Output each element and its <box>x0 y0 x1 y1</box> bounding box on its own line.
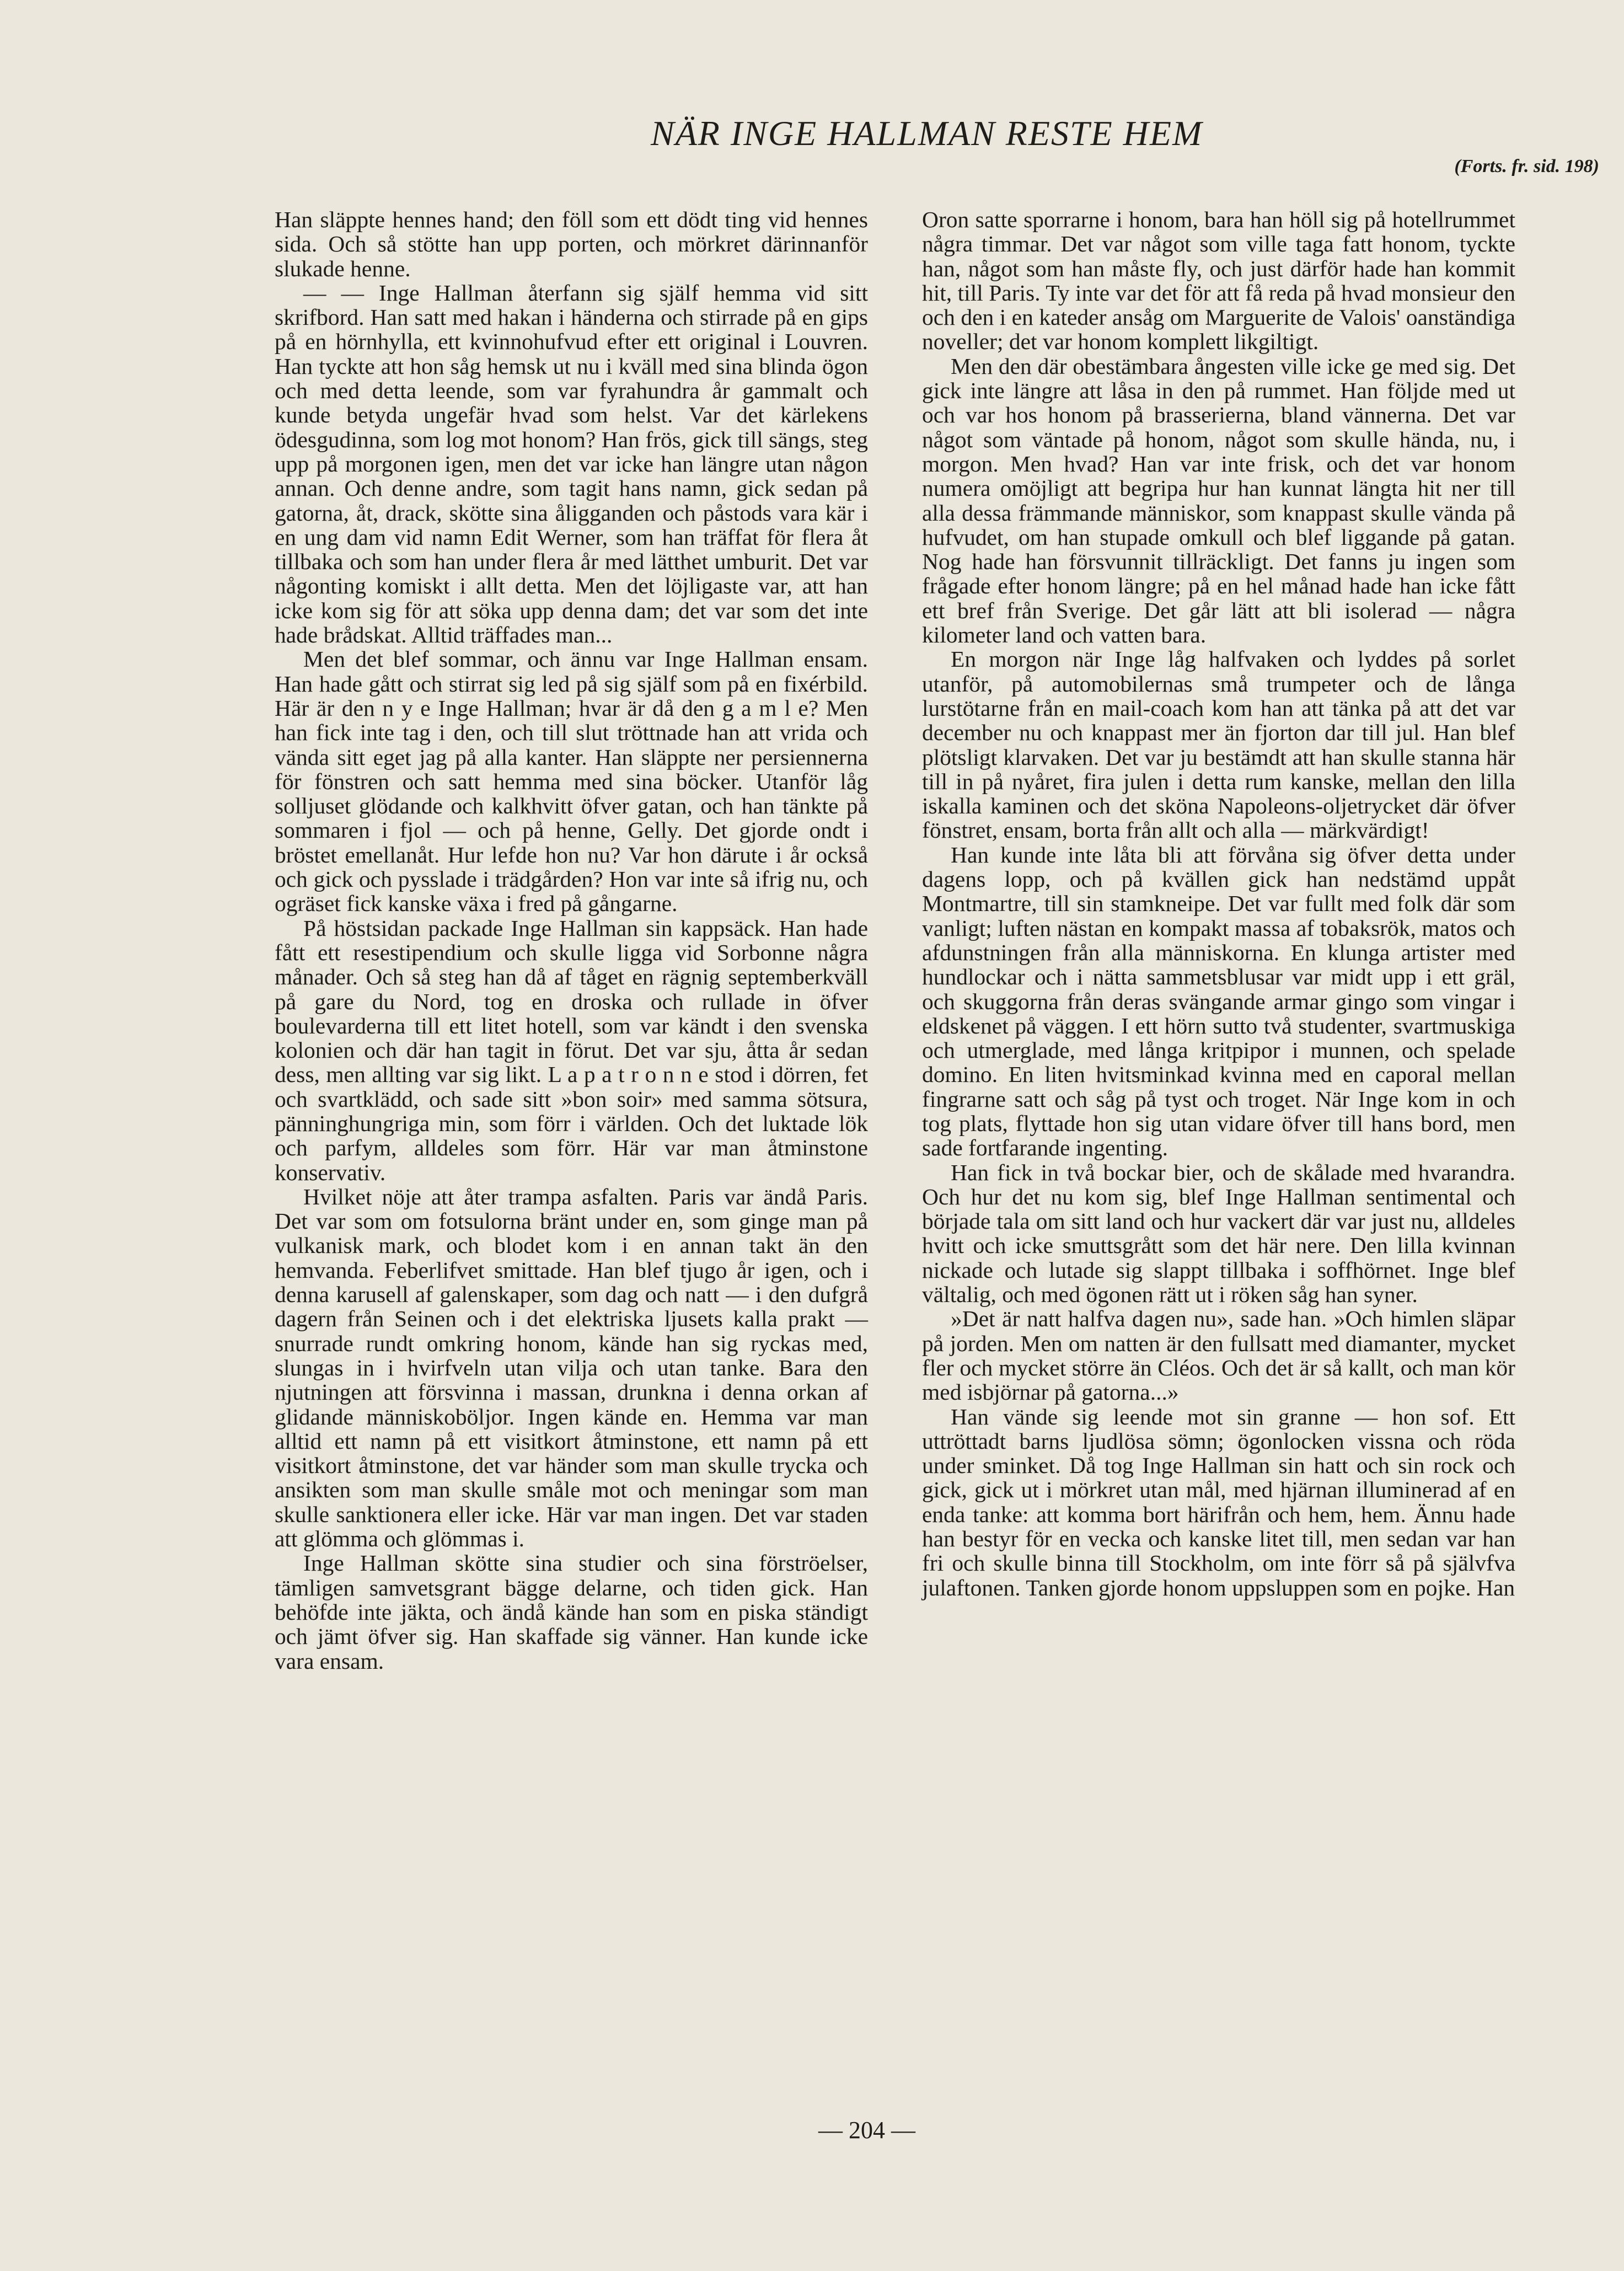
running-title: NÄR INGE HALLMAN RESTE HEM <box>651 114 1203 153</box>
paragraph: Han vände sig leende mot sin granne — hon sof. Ett uttröttadt barns ljudlösa sömn; ögonlocken vissna och röda under sminket. Då tog Inge Hallman sin hatt och sin rock och gick, gick ut i mörkret utan mål, med hjärnan illuminerad af en enda tanke: att komma bort härifrån och hem, hem. Ännu hade han bestyr för en vecka och kanske litet till, men sedan var han fri och skulle binna till Stockholm, om inte förr så på självfva julaftonen. Tanken gjorde honom uppsluppen som en pojke. Han <box>922 1404 1515 1600</box>
page-number: — 204 — <box>818 2117 915 2144</box>
paragraph: Men det blef sommar, och ännu var Inge Hallman ensam. Han hade gått och stirrat sig led på sig själf som på en fixérbild. Här är den n y e Inge Hallman; hvar är då den g a m l e? Men han fick inte tag i den, och till slut tröttnade han att vrida och vända sitt eget jag på alla kanter. Han släppte ner persiennerna för fönstren och satt hemma med sina böcker. Utanför låg solljuset glödande och kalkhvitt öfver gatan, och han tänkte på sommaren i fjol — och på henne, Gelly. Det gjorde ondt i bröstet emellanåt. Hur lefde hon nu? Var hon därute i år också och gick och pysslade i trädgården? Hon var inte så ifrig nu, och ogräset fick kanske växa i fred på gångarne. <box>275 646 868 917</box>
paragraph: Han släppte hennes hand; den föll som ett dödt ting vid hennes sida. Och så stötte han upp porten, och mörkret därinnanför slukade henne. <box>275 207 868 281</box>
paragraph: — — Inge Hallman återfann sig själf hemma vid sitt skrifbord. Han satt med hakan i händerna och stirrade på en gips på en hörnhylla, ett kvinnohufvud efter ett original i Louvren. Han tyckte att hon såg hemsk ut nu i kväll med sina blinda ögon och med detta leende, som var fyrahundra år gammalt och kunde betyda ungefär hvad som helst. Var det kärlekens ödesgudinna, som log mot honom? Han frös, gick till sängs, steg upp på morgonen igen, men det var icke han längre utan någon annan. Och denne andre, som tagit hans namn, gick sedan på gatorna, åt, drack, skötte sina åligganden och påstods vara kär i en ung dam vid namn Edit Werner, som han träffat för flera åt tillbaka och som han under flera år med lätthet umburit. Det var någonting komiskt i allt detta. Men det löjligaste var, att han icke kom sig för att söka upp denna dam; det var som det inte hade brådskat. Alltid träffades man... <box>275 280 868 648</box>
paragraph: Han fick in två bockar bier, och de skålade med hvarandra. Och hur det nu kom sig, blef Inge Hallman sentimental och började tala om sitt land och hur vackert där var just nu, alldeles hvitt och icke smuttsgrått som det här nere. Den lilla kvinnan nickade och lutade sig slappt tillbaka i soffhörnet. Inge blef vältalig, och med ögonen rätt ut i röken såg han syner. <box>922 1159 1515 1308</box>
right-column <box>922 207 1515 1600</box>
continuation-note: (Forts. fr. sid. 198) <box>1454 156 1599 176</box>
paragraph: »Det är natt halfva dagen nu», sade han. »Och himlen släpar på jorden. Men om natten är den fullsatt med diamanter, mycket fler och mycket större än Cléos. Och det är så kallt, och man kör med isbjörnar på gatorna...» <box>922 1306 1515 1405</box>
paragraph: På höstsidan packade Inge Hallman sin kappsäck. Han hade fått ett resestipendium och skulle ligga vid Sorbonne några månader. Och så steg han då af tåget en rägnig septemberkväll på gare du Nord, tog en droska och rullade in öfver boulevarderna till ett litet hotell, som var kändt i den svenska kolonien och där han tagit in förut. Det var sju, åtta år sedan dess, men allting var sig likt. L a p a t r o n n e stod i dörren, fet och svartklädd, och sade sitt »bon soir» med samma sötsura, pänninghungriga min, som förr i världen. Och det luktade lök och parfym, alldeles som förr. Här var man åtminstone konservativ. <box>275 915 868 1185</box>
paragraph: Han kunde inte låta bli att förvåna sig öfver detta under dagens lopp, och på kvällen gick han nedstämd uppåt Montmartre, till sin stamkneipe. Det var fullt med folk där som vanligt; luften nästan en kompakt massa af tobaksrök, matos och afdunstningen från alla människorna. En klunga artister med hundlockar och i nätta sammetsblusar var midt upp i ett gräl, och skuggorna från deras svängande armar gingo som vingar i eldskenet på väggen. I ett hörn sutto två studenter, svartmuskiga och utmerglade, med långa kritpipor i munnen, och spelade domino. En liten hvitsminkad kvinna med en caporal mellan fingrarne satt och såg på tyst och troget. När Inge kom in och tog plats, flyttade hon sig utan vidare öfver till hans bord, men sade fortfarande ingenting. <box>922 842 1515 1161</box>
paragraph: En morgon när Inge låg halfvaken och lyddes på sorlet utanför, på automobilernas små trumpeter och de långa lurstötarne från en mail-coach kom han att tänka på att det var december nu och knappast mer än fjorton dar till jul. Han blef plötsligt klarvaken. Det var ju bestämdt att han skulle stanna här till in på nyåret, fira julen i detta rum kanske, mellan den lilla iskalla kaminen och det sköna Napoleons-oljetrycket där öfver fönstret, ensam, borta från allt och alla — märkvärdigt! <box>922 646 1515 843</box>
paragraph: Men den där obestämbara ångesten ville icke ge med sig. Det gick inte längre att låsa in den på rummet. Han följde med ut och var hos honom på brasserierna, bland vännerna. Det var något som väntade på honom, något som skulle hända, nu, i morgon. Men hvad? Han var inte frisk, och det var honom numera omöjligt att begripa hur han kunnat längta hit ner till alla dessa främmande människor, som knappast skulle vända på hufvudet, om han stupade omkull och blef liggande på gatan. Nog hade han försvunnit tillräckligt. Det fanns ju ingen som frågade efter honom längre; på en hel månad hade han icke fått ett bref från Sverige. Det går lätt att bli isolerad — några kilometer land och vatten bara. <box>922 353 1515 648</box>
paragraph: Oron satte sporrarne i honom, bara han höll sig på hotellrummet några timmar. Det var något som ville taga fatt honom, tyckte han, något som han måste fly, och just därför hade han kommit hit, till Paris. Ty inte var det för att få reda på hvad monsieur den och den i en kateder ansåg om Marguerite de Valois' oanständiga noveller; det var honom komplett likgiltigt. <box>922 207 1515 355</box>
left-column <box>275 207 868 1673</box>
paragraph: Inge Hallman skötte sina studier och sina förströelser, tämligen samvetsgrant bägge delarne, och tiden gick. Han behöfde inte jäkta, och ändå kände han som en piska ständigt och jämt öfver sig. Han skaffade sig vänner. Han kunde icke vara ensam. <box>275 1550 868 1674</box>
paragraph: Hvilket nöje att åter trampa asfalten. Paris var ändå Paris. Det var som om fotsulorna bränt under en, som ginge man på vulkanisk mark, och blodet kom i en annan takt än den hemvanda. Feberlifvet smittade. Han blef tjugo år igen, och i denna karusell af galenskaper, som dag och natt — i den dufgrå dagern från Seinen och i det elektriska ljusets kalla prakt — snurrade rundt omkring honom, kände han sig ryckas med, slungas in i hvirfveln utan vilja och utan tanke. Bara den njutningen att försvinna i massan, drunkna i denna orkan af glidande människoböljor. Ingen kände en. Hemma var man alltid ett namn på ett visitkort åtminstone, ett namn på ett visitkort åtminstone, det var händer som man skulle trycka och ansikten som man skulle småle mot och meningar som man skulle sanktionera eller icke. Här var man ingen. Det var staden att glömma och glömmas i. <box>275 1183 868 1552</box>
